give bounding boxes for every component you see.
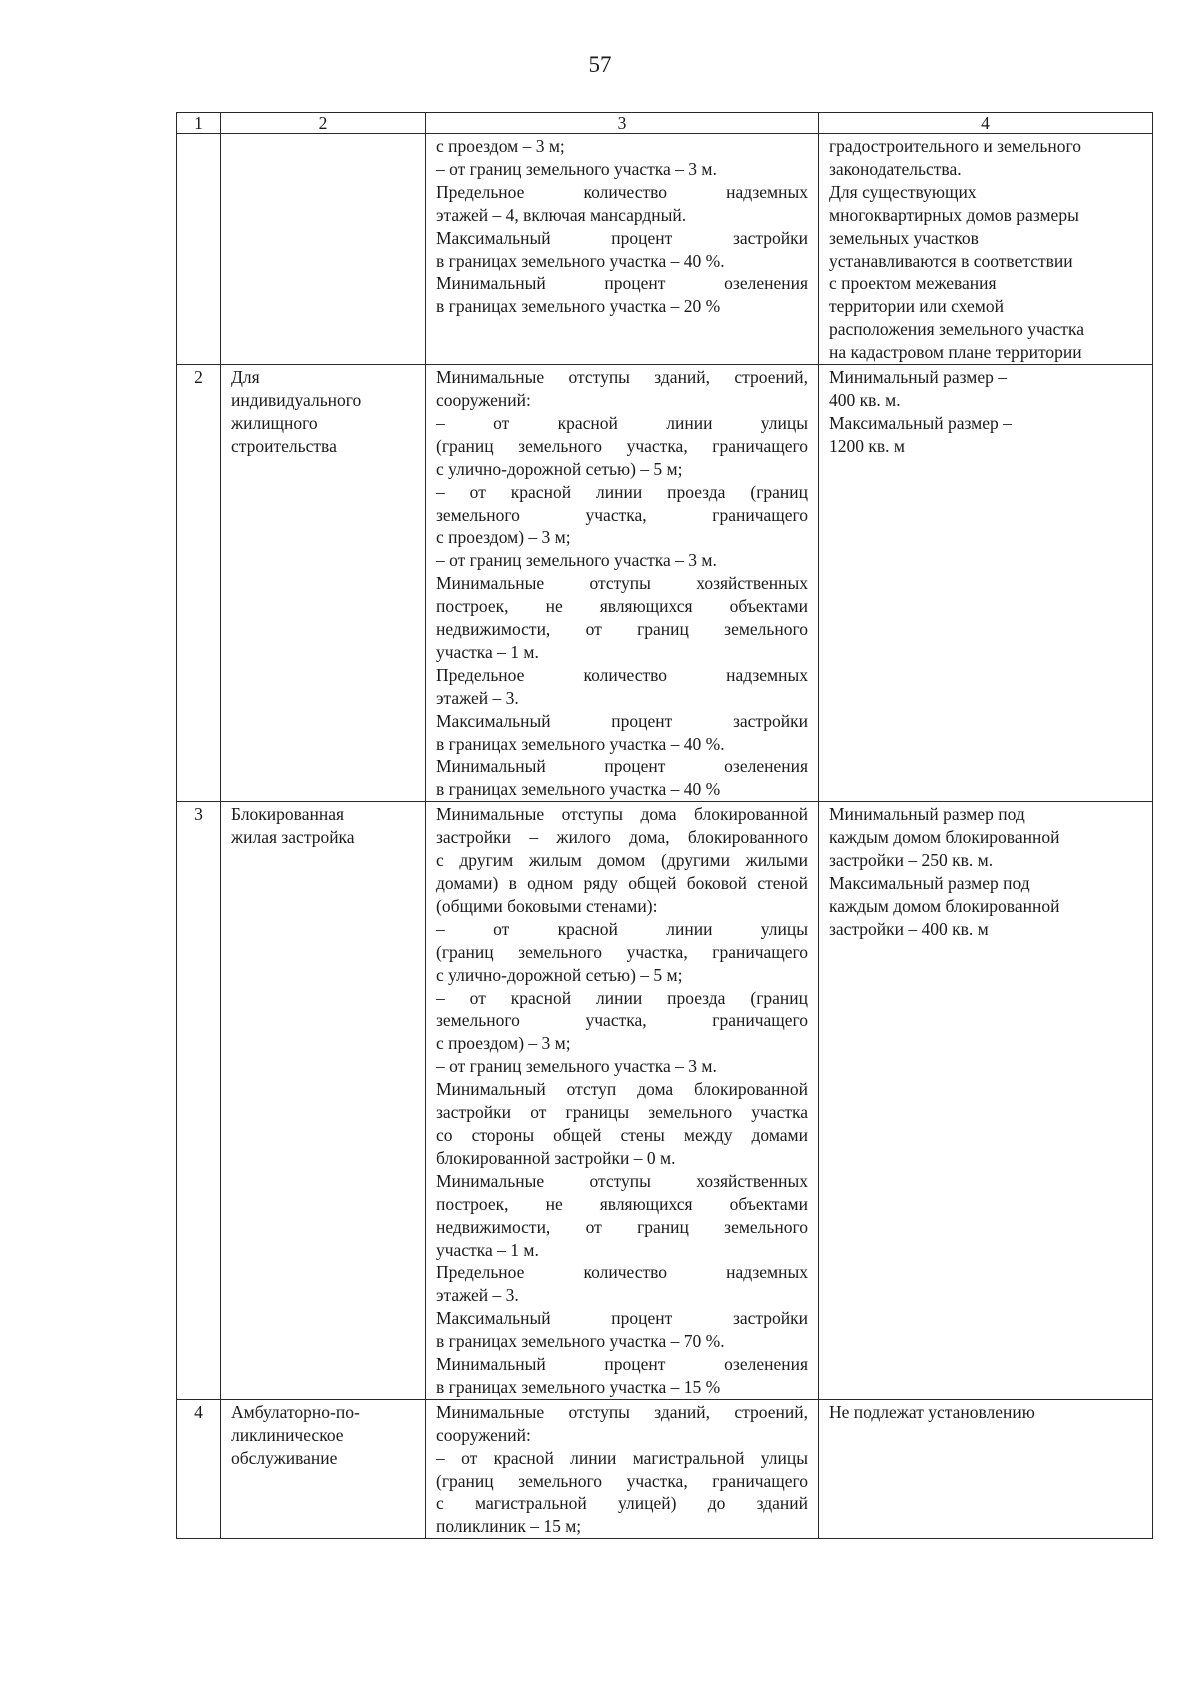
- building-parameters-line: этажей – 3.: [436, 1285, 519, 1306]
- building-parameters-line: этажей – 4, включая мансардный.: [436, 204, 687, 225]
- building-parameters-line: построек, не являющихся объектами: [436, 1193, 808, 1214]
- building-parameters-line: Максимальный процент застройки: [436, 227, 808, 248]
- building-parameters-line: Минимальный процент озеленения: [436, 1354, 808, 1375]
- plot-size-limits: [819, 802, 1153, 1400]
- page-number: 57: [588, 52, 612, 77]
- plot-size-line: территории или схемой: [829, 296, 1004, 317]
- land-use-type-line: строительства: [231, 435, 337, 456]
- building-parameters-line: Максимальный процент застройки: [436, 1308, 808, 1329]
- building-parameters-line: блокированной застройки – 0 м.: [436, 1147, 676, 1168]
- row-number: 3: [177, 802, 221, 1400]
- building-parameters-line: Предельное количество надземных: [436, 664, 808, 685]
- plot-size-line: Минимальный размер –: [829, 367, 1008, 388]
- building-parameters-line: (границ земельного участка, граничащего: [436, 941, 808, 962]
- plot-size-line: 1200 кв. м: [829, 435, 905, 456]
- building-parameters: [426, 1399, 819, 1538]
- plot-size-line: каждым домом блокированной: [829, 827, 1060, 848]
- plot-size-line: 400 кв. м.: [829, 389, 901, 410]
- building-parameters-line: в границах земельного участка – 70 %.: [436, 1331, 725, 1352]
- building-parameters-line: – от границ земельного участка – 3 м.: [436, 1056, 717, 1077]
- land-use-type-line: Амбулаторно-по-: [231, 1401, 360, 1422]
- header-col-1: 1: [177, 113, 221, 134]
- regulations-table: [176, 112, 1153, 1539]
- building-parameters-line: Минимальный процент озеленения: [436, 756, 808, 777]
- building-parameters-line: этажей – 3.: [436, 687, 519, 708]
- building-parameters-line: – от границ земельного участка – 3 м.: [436, 550, 717, 571]
- building-parameters-line: в границах земельного участка – 40 %: [436, 779, 721, 800]
- building-parameters-line: земельного участка, граничащего: [436, 504, 808, 525]
- table-body: [177, 113, 1153, 1539]
- building-parameters-line: Минимальный процент озеленения: [436, 273, 808, 294]
- building-parameters-line: (общими боковыми стенами):: [436, 895, 658, 916]
- building-parameters-line: с другим жилым домом (другими жилыми: [436, 850, 808, 871]
- building-parameters-line: Минимальные отступы хозяйственных: [436, 573, 808, 594]
- building-parameters-line: с магистральной улицей) до зданий: [436, 1493, 808, 1514]
- building-parameters-line: недвижимости, от границ земельного: [436, 1216, 808, 1237]
- plot-size-limits: [819, 134, 1153, 365]
- plot-size-line: Для существующих: [829, 181, 977, 202]
- building-parameters-line: Предельное количество надземных: [436, 1262, 808, 1283]
- building-parameters-line: в границах земельного участка – 15 %: [436, 1376, 721, 1397]
- building-parameters-line: участка – 1 м.: [436, 641, 539, 662]
- plot-size-line: Минимальный размер под: [829, 804, 1025, 825]
- land-use-type: [221, 802, 426, 1400]
- building-parameters-line: (границ земельного участка, граничащего: [436, 1470, 808, 1491]
- plot-size-line: Не подлежат установлению: [829, 1401, 1035, 1422]
- building-parameters: [426, 134, 819, 365]
- building-parameters-line: – от красной линии магистральной улицы: [436, 1447, 808, 1468]
- table-header-row: [177, 113, 1153, 134]
- plot-size-line: устанавливаются в соответствии: [829, 250, 1073, 271]
- building-parameters-line: застройки – жилого дома, блокированного: [436, 827, 808, 848]
- building-parameters-line: Минимальный отступ дома блокированной: [436, 1079, 808, 1100]
- building-parameters-line: с улично-дорожной сетью) – 5 м;: [436, 458, 683, 479]
- building-parameters-line: – от красной линии проезда (границ: [436, 987, 808, 1008]
- plot-size-line: градостроительного и земельного: [829, 136, 1081, 156]
- land-use-type-line: Для: [231, 367, 260, 388]
- building-parameters-line: домами) в одном ряду общей боковой стеной: [436, 873, 808, 893]
- land-use-type-line: индивидуального: [231, 389, 362, 410]
- land-use-type-line: ликлиническое: [231, 1424, 344, 1445]
- building-parameters-line: со стороны общей стены между домами: [436, 1124, 808, 1145]
- land-use-type-line: жилая застройка: [231, 827, 355, 848]
- row-number: 4: [177, 1399, 221, 1538]
- plot-size-line: застройки – 250 кв. м.: [829, 850, 994, 871]
- building-parameters-line: построек, не являющихся объектами: [436, 596, 808, 617]
- land-use-type: [221, 134, 426, 365]
- land-use-type: [221, 365, 426, 802]
- land-use-type-line: жилищного: [231, 412, 318, 433]
- building-parameters-line: Минимальные отступы дома блокированной: [436, 804, 808, 825]
- plot-size-line: на кадастровом плане территории: [829, 342, 1082, 363]
- building-parameters-line: в границах земельного участка – 40 %.: [436, 733, 725, 754]
- table-row: [177, 134, 1153, 365]
- building-parameters-line: Предельное количество надземных: [436, 181, 808, 202]
- building-parameters-line: – от красной линии проезда (границ: [436, 481, 808, 502]
- building-parameters-line: сооружений:: [436, 1424, 531, 1445]
- building-parameters-line: Минимальные отступы хозяйственных: [436, 1170, 808, 1191]
- row-number: [177, 134, 221, 365]
- header-col-3: 3: [426, 113, 819, 134]
- plot-size-line: многоквартирных домов размеры: [829, 204, 1079, 225]
- building-parameters-line: – от красной линии улицы: [436, 918, 808, 939]
- plot-size-line: Максимальный размер –: [829, 412, 1012, 433]
- plot-size-line: Максимальный размер под: [829, 873, 1030, 893]
- row-number: 2: [177, 365, 221, 802]
- building-parameters-line: поликлиник – 15 м;: [436, 1516, 582, 1537]
- building-parameters-line: в границах земельного участка – 20 %: [436, 296, 721, 317]
- plot-size-line: земельных участков: [829, 227, 979, 248]
- building-parameters-line: сооружений:: [436, 389, 531, 410]
- building-parameters: [426, 365, 819, 802]
- plot-size-limits: [819, 1399, 1153, 1538]
- plot-size-line: каждым домом блокированной: [829, 895, 1060, 916]
- plot-size-line: застройки – 400 кв. м: [829, 918, 989, 939]
- table-row: [177, 1399, 1153, 1538]
- plot-size-line: с проектом межевания: [829, 273, 997, 294]
- building-parameters-line: с улично-дорожной сетью) – 5 м;: [436, 964, 683, 985]
- table-row: [177, 802, 1153, 1400]
- plot-size-line: расположения земельного участка: [829, 319, 1084, 340]
- header-col-4: 4: [819, 113, 1153, 134]
- building-parameters-line: (границ земельного участка, граничащего: [436, 435, 808, 456]
- land-use-type-line: обслуживание: [231, 1447, 338, 1468]
- land-use-type-line: Блокированная: [231, 804, 345, 825]
- plot-size-line: законодательства.: [829, 158, 962, 179]
- building-parameters-line: – от границ земельного участка – 3 м.: [436, 158, 717, 179]
- building-parameters-line: застройки от границы земельного участка: [436, 1102, 808, 1123]
- table-row: [177, 365, 1153, 802]
- building-parameters-line: с проездом) – 3 м;: [436, 527, 571, 548]
- building-parameters-line: участка – 1 м.: [436, 1239, 539, 1260]
- building-parameters-line: – от красной линии улицы: [436, 412, 808, 433]
- plot-size-limits: [819, 365, 1153, 802]
- building-parameters: [426, 802, 819, 1400]
- building-parameters-line: с проездом) – 3 м;: [436, 1033, 571, 1054]
- building-parameters-line: недвижимости, от границ земельного: [436, 619, 808, 640]
- building-parameters-line: в границах земельного участка – 40 %.: [436, 250, 725, 271]
- land-use-type: [221, 1399, 426, 1538]
- building-parameters-line: с проездом – 3 м;: [436, 136, 565, 156]
- building-parameters-line: Максимальный процент застройки: [436, 710, 808, 731]
- building-parameters-line: земельного участка, граничащего: [436, 1010, 808, 1031]
- building-parameters-line: Минимальные отступы зданий, строений,: [436, 1401, 808, 1422]
- building-parameters-line: Минимальные отступы зданий, строений,: [436, 367, 808, 388]
- header-col-2: 2: [221, 113, 426, 134]
